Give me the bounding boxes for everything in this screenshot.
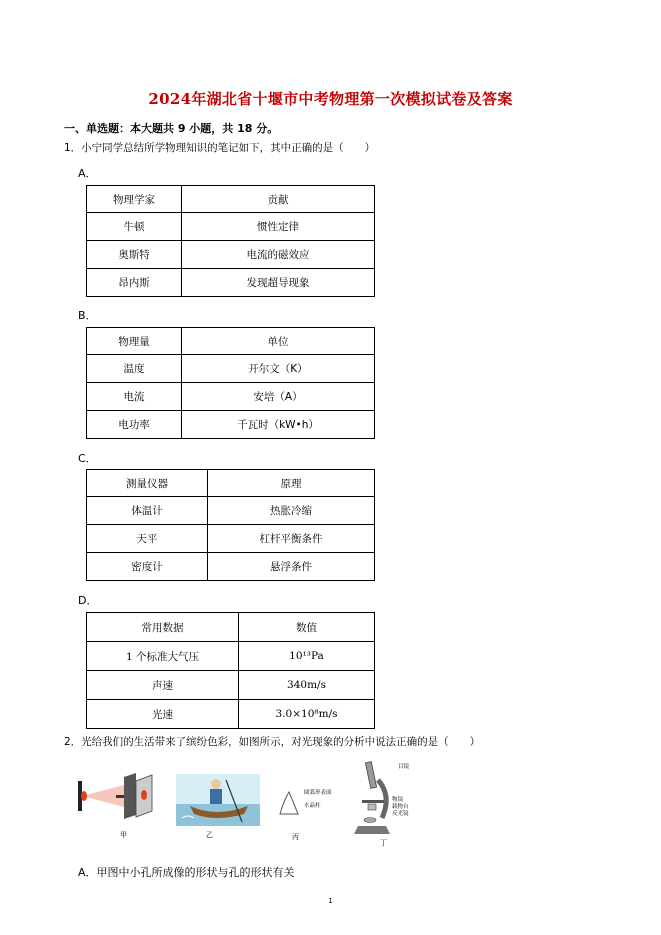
table-row <box>87 241 375 269</box>
table-cell: 开尔文（K） <box>182 355 375 383</box>
table-cell: 天平 <box>87 525 208 553</box>
option-c-label: C． <box>78 452 97 465</box>
boat-figure <box>176 774 260 826</box>
table-cell: 光速 <box>87 700 239 729</box>
label-crystal-column: 水晶柱 <box>304 803 321 809</box>
table-cell: 发现超导现象 <box>182 269 375 297</box>
table-cell: 惯性定律 <box>182 213 375 241</box>
microscope-part-labels <box>392 797 409 818</box>
table-cell: 340m/s <box>239 671 375 700</box>
table-row <box>87 525 375 553</box>
table-cell: 电流的磁效应 <box>182 241 375 269</box>
option-b-label: B． <box>78 309 97 322</box>
option-a-label: A． <box>78 167 97 180</box>
table-row <box>87 470 375 497</box>
microscope-figure <box>348 760 396 840</box>
table-row <box>87 213 375 241</box>
pinhole-figure <box>76 773 168 821</box>
table-row <box>87 269 375 297</box>
document-title: 2024年湖北省十堰市中考物理第一次模拟试卷及答案 <box>148 90 513 108</box>
table-cell: 声速 <box>87 671 239 700</box>
page-number: 1 <box>328 897 333 905</box>
caption-jia: 甲 <box>120 831 127 839</box>
table-cell: 杠杆平衡条件 <box>208 525 375 553</box>
table-row <box>87 671 375 700</box>
table-cell: 单位 <box>182 328 375 355</box>
table-cell: 测量仪器 <box>87 470 208 497</box>
table-row <box>87 411 375 439</box>
table-cell: 电功率 <box>87 411 182 439</box>
table-row <box>87 613 375 642</box>
option-d-table <box>86 612 375 729</box>
caption-ding: 丁 <box>380 839 387 847</box>
table-cell: 数值 <box>239 613 375 642</box>
question-2-stem: 2．光给我们的生活带来了缤纷色彩，如图所示，对光现象的分析中说法正确的是（ ） <box>64 736 481 748</box>
table-cell: 昂内斯 <box>87 269 182 297</box>
table-cell: 物理量 <box>87 328 182 355</box>
table-cell: 物理学家 <box>87 186 182 213</box>
table-cell: 常用数据 <box>87 613 239 642</box>
stage-label: 载物台 <box>392 804 409 810</box>
question-2-option-a: A．甲图中小孔所成像的形状与孔的形状有关 <box>78 866 295 879</box>
caption-bing: 丙 <box>292 833 299 841</box>
table-cell: 热胀冷缩 <box>208 497 375 525</box>
table-row <box>87 553 375 581</box>
table-row <box>87 328 375 355</box>
option-c-table <box>86 469 375 581</box>
crystal-labels <box>304 790 332 810</box>
question-1-stem: 1．小宁同学总结所学物理知识的笔记如下，其中正确的是（ ） <box>64 142 376 154</box>
table-cell: 1 个标准大气压 <box>87 642 239 671</box>
option-b-table <box>86 327 375 439</box>
caption-yi: 乙 <box>206 831 213 839</box>
table-row <box>87 355 375 383</box>
table-row <box>87 186 375 213</box>
table-cell: 奥斯特 <box>87 241 182 269</box>
table-cell: 千瓦时（kW•h） <box>182 411 375 439</box>
option-d-label: D． <box>78 594 98 607</box>
table-cell: 安培（A） <box>182 383 375 411</box>
label-curved-surface: 圆弧形表面 <box>304 790 332 796</box>
table-cell: 贡献 <box>182 186 375 213</box>
objective-label: 物镜 <box>392 797 404 803</box>
table-cell: 3.0×10⁸m/s <box>239 700 375 729</box>
table-cell: 电流 <box>87 383 182 411</box>
section-heading: 一、单选题：本大题共 9 小题，共 18 分。 <box>64 122 279 135</box>
table-cell: 原理 <box>208 470 375 497</box>
table-cell: 牛顿 <box>87 213 182 241</box>
table-cell: 悬浮条件 <box>208 553 375 581</box>
table-cell: 体温计 <box>87 497 208 525</box>
table-row <box>87 497 375 525</box>
table-cell: 温度 <box>87 355 182 383</box>
table-cell: 密度计 <box>87 553 208 581</box>
mirror-label: 反光镜 <box>392 811 409 817</box>
crystal-figure <box>276 788 302 818</box>
table-row <box>87 383 375 411</box>
table-cell: 10¹³Pa <box>239 642 375 671</box>
eyepiece-label: 目镜 <box>398 764 410 770</box>
option-a-table <box>86 185 375 297</box>
table-row <box>87 642 375 671</box>
table-row <box>87 700 375 729</box>
